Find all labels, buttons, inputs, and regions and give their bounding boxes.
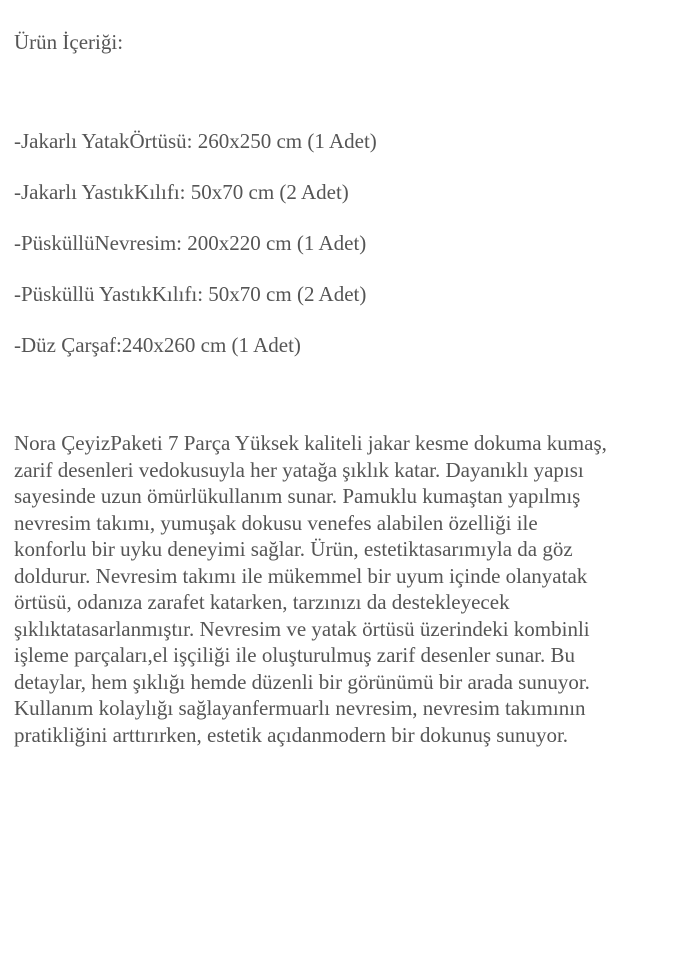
contents-item-flat-sheet: -Düz Çarşaf:240x260 cm (1 Adet) <box>14 333 301 357</box>
description-line: detaylar, hem şıklığı hemde düzenli bir görünümü bir arada sunuyor. <box>14 669 590 694</box>
description-line: pratikliğini arttırırken, estetik açıdanmodern bir dokunuş sunuyor. <box>14 722 569 747</box>
description-line: şıklıktatasarlanmıştır. Nevresim ve yatak örtüsü üzerindeki kombinli <box>14 616 590 641</box>
description-line: sayesinde uzun ömürlükullanım sunar. Pamuklu kumaştan yapılmış <box>14 484 581 508</box>
contents-list <box>14 128 377 383</box>
contents-item-jacquard-pillowcase: -Jakarlı YastıkKılıfı: 50x70 cm (2 Adet) <box>14 180 349 204</box>
product-description-paragraph <box>14 430 698 748</box>
contents-item-duvet-cover: -PüsküllüNevresim: 200x220 cm (1 Adet) <box>14 231 367 255</box>
description-line: doldurur. Nevresim takımı ile mükemmel bir uyum içinde olanyatak <box>14 563 588 588</box>
contents-item-tassel-pillowcase: -Püsküllü YastıkKılıfı: 50x70 cm (2 Adet) <box>14 282 367 306</box>
contents-heading: Ürün İçeriği: <box>14 30 124 54</box>
description-line: örtüsü, odanıza zarafet katarken, tarzınızı da destekleyecek <box>14 590 510 614</box>
description-line: zarif desenleri vedokusuyla her yatağa şıklık katar. Dayanıklı yapısı <box>14 457 584 482</box>
description-line: Kullanım kolaylığı sağlayanfermuarlı nevresim, nevresim takımının <box>14 696 586 720</box>
description-line: konforlu bir uyku deneyimi sağlar. Ürün, estetiktasarımıyla da göz <box>14 537 573 561</box>
description-line: nevresim takımı, yumuşak dokusu venefes alabilen özelliği ile <box>14 510 538 535</box>
description-line: Nora ÇeyizPaketi 7 Parça Yüksek kaliteli jakar kesme dokuma kumaş, <box>14 431 607 455</box>
contents-item-bedspread: -Jakarlı YatakÖrtüsü: 260x250 cm (1 Adet) <box>14 129 377 153</box>
description-line: işleme parçaları,el işçiliği ile oluşturulmuş zarif desenler sunar. Bu <box>14 643 576 667</box>
